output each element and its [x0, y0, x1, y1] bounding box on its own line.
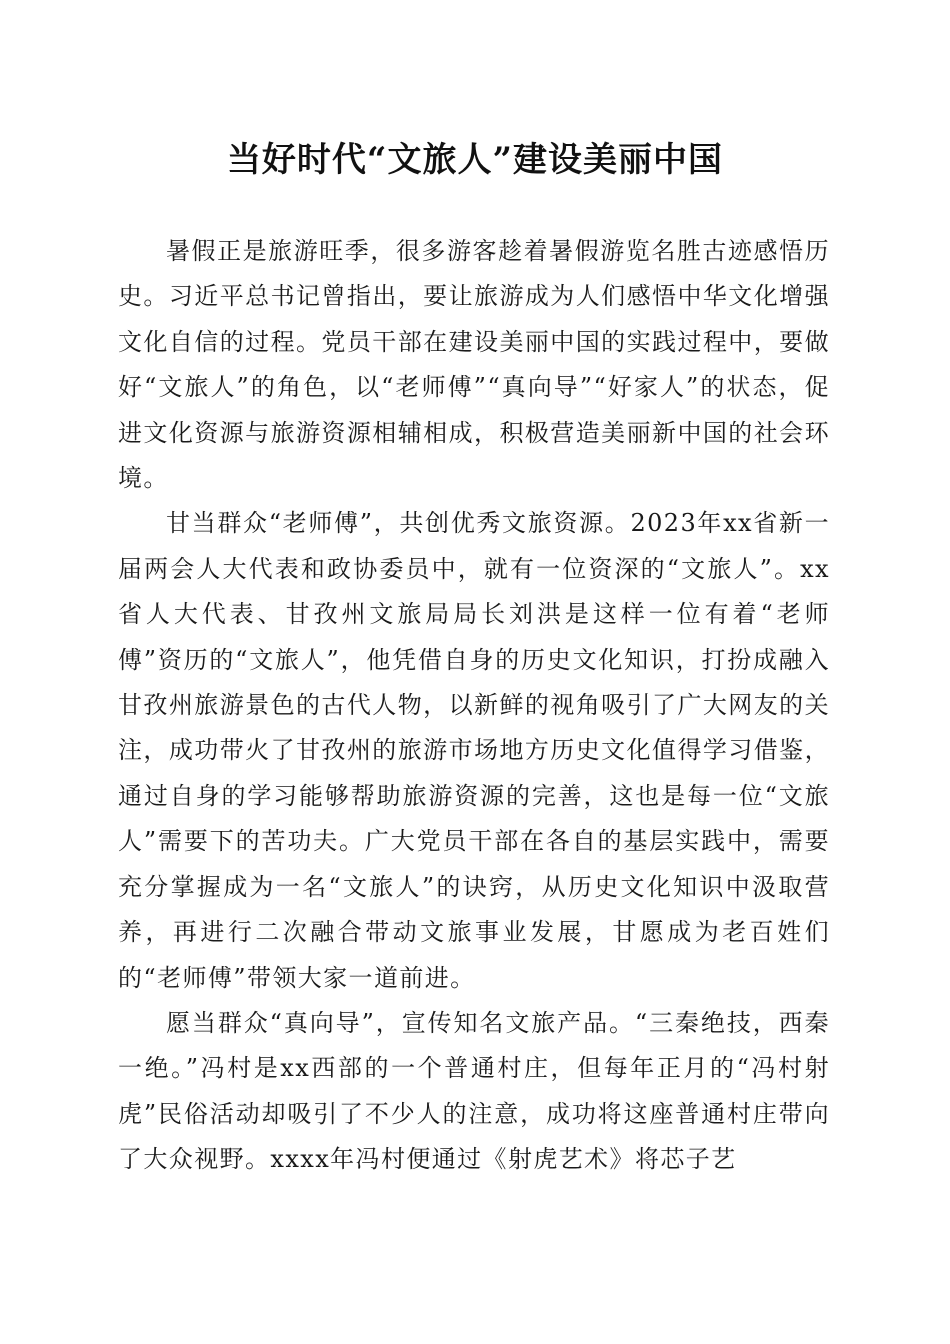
paragraph-guide: 愿当群众“真向导”，宣传知名文旅产品。“三秦绝技，西秦一绝。”冯村是xx西部的一个普通村庄，但每年正月的“冯村射虎”民俗活动却吸引了不少人的注意，成功将这座普通村庄带向了大众视野。xxxx年冯村便通过《射虎艺术》将芯子艺 — [118, 1008, 830, 1174]
document-body — [118, 229, 830, 1183]
paragraph-intro: 暑假正是旅游旺季，很多游客趁着暑假游览名胜古迹感悟历史。习近平总书记曾指出，要让旅游成为人们感悟中华文化增强文化自信的过程。党员干部在建设美丽中国的实践过程中，要做好“文旅人”的角色，以“老师傅”“真向导”“好家人”的状态，促进文化资源与旅游资源相辅相成，积极营造美丽新中国的社会环境。 — [118, 237, 830, 493]
paragraph-teacher: 甘当群众“老师傅”，共创优秀文旅资源。2023年xx省新一届两会人大代表和政协委员中，就有一位资深的“文旅人”。xx省人大代表、甘孜州文旅局局长刘洪是这样一位有着“老师傅”资历的“文旅人”，他凭借自身的历史文化知识，打扮成融入甘孜州旅游景色的古代人物，以新鲜的视角吸引了广大网友的关注，成功带火了甘孜州的旅游市场地方历史文化值得学习借鉴，通过自身的学习能够帮助旅游资源的完善，这也是每一位“文旅人”需要下的苦功夫。广大党员干部在各自的基层实践中，需要充分掌握成为一名“文旅人”的诀窍，从历史文化知识中汲取营养，再进行二次融合带动文旅事业发展，甘愿成为老百姓们的“老师傅”带领大家一道前进。 — [118, 509, 830, 992]
document-title: 当好时代“文旅人”建设美丽中国 — [226, 140, 724, 180]
